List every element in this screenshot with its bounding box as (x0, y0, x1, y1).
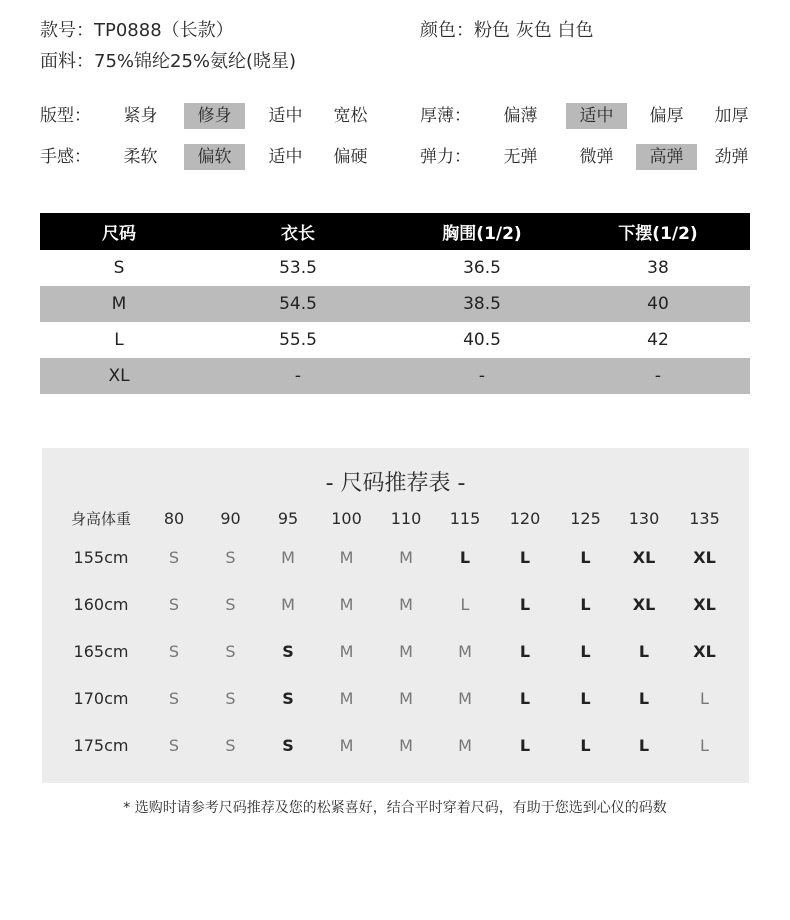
elasticity-label: 弹力： (420, 147, 471, 167)
cell-length: 53.5 (279, 258, 317, 278)
size-cell: L (580, 595, 591, 614)
header-chest: 胸围(1/2) (398, 213, 566, 250)
feel-option: 偏硬 (333, 147, 368, 167)
feel-option: 偏软 (184, 144, 245, 170)
fit-option: 适中 (268, 106, 303, 126)
size-cell: S (225, 736, 236, 755)
elasticity-option: 高弹 (636, 144, 697, 170)
cell-hem: 38 (647, 258, 669, 278)
size-cell: S (168, 689, 180, 708)
fit-option: 修身 (184, 103, 245, 129)
fit-option: 紧身 (123, 106, 158, 126)
size-table (40, 213, 750, 394)
size-cell: M (339, 689, 354, 708)
height-label: 165cm (73, 642, 129, 661)
size-cell: XL (632, 595, 656, 614)
size-cell: L (638, 642, 650, 661)
elasticity-option: 微弹 (579, 147, 614, 167)
weight-label: 100 (331, 508, 362, 528)
size-cell: M (281, 595, 295, 614)
size-cell: M (339, 548, 354, 567)
size-cell: L (519, 689, 531, 708)
size-cell: S (225, 595, 236, 614)
cell-size: S (113, 258, 125, 278)
header-length: 衣长 (198, 213, 398, 250)
size-cell: L (519, 595, 531, 614)
weight-label: 110 (390, 508, 422, 528)
height-weight-label: 身高体重 (70, 509, 131, 528)
size-cell: M (339, 595, 354, 614)
thickness-label: 厚薄： (420, 106, 471, 126)
weight-label: 130 (628, 508, 660, 528)
size-cell: L (580, 736, 591, 755)
weight-label: 120 (509, 508, 541, 528)
fit-label: 版型： (40, 106, 91, 126)
height-row (56, 675, 736, 722)
cell-hem: 40 (566, 286, 750, 322)
table-row (40, 286, 750, 322)
recommendation-table (56, 502, 736, 769)
size-cell: S (225, 689, 236, 708)
height-label: 170cm (73, 689, 129, 708)
size-cell: XL (693, 642, 716, 661)
weight-label: 95 (277, 508, 299, 528)
attr-row-2 (0, 144, 790, 170)
size-cell: L (519, 548, 531, 567)
size-cell: M (339, 642, 354, 661)
cell-size: L (114, 330, 124, 350)
size-cell: M (399, 736, 413, 755)
size-cell: XL (693, 548, 716, 567)
table-row (40, 322, 750, 358)
height-row (56, 534, 736, 581)
size-cell: M (339, 736, 354, 755)
cell-length: 54.5 (198, 286, 398, 322)
weight-label: 80 (163, 508, 185, 528)
size-cell: S (282, 736, 294, 755)
cell-chest: - (398, 358, 566, 394)
fabric-info: 面料：75%锦纶25%氨纶(晓星) (40, 51, 297, 72)
size-cell: L (580, 548, 591, 567)
height-row (56, 722, 736, 769)
size-cell: M (399, 642, 413, 661)
size-cell: L (700, 689, 709, 708)
weight-label: 135 (689, 508, 720, 528)
height-label: 155cm (73, 548, 129, 567)
height-label: 160cm (73, 595, 129, 614)
feel-option: 柔软 (123, 147, 158, 167)
table-row (40, 250, 750, 286)
cell-chest: 40.5 (463, 330, 501, 350)
size-cell: S (168, 548, 180, 567)
height-row (56, 628, 736, 675)
size-cell: S (168, 642, 180, 661)
header-hem: 下摆(1/2) (566, 213, 750, 250)
cell-size: M (40, 286, 198, 322)
size-cell: S (168, 595, 180, 614)
elasticity-option: 无弹 (503, 147, 538, 167)
size-cell: L (638, 689, 650, 708)
cell-hem: - (566, 358, 750, 394)
feel-option: 适中 (268, 147, 303, 167)
cell-length: 55.5 (279, 330, 317, 350)
size-cell: M (458, 689, 472, 708)
thickness-option: 加厚 (714, 106, 749, 126)
size-cell: M (399, 595, 413, 614)
size-cell: L (638, 736, 650, 755)
cell-hem: 42 (647, 330, 669, 350)
cell-size: XL (40, 358, 198, 394)
weight-header-row (56, 502, 736, 534)
size-cell: XL (693, 595, 716, 614)
size-table-header (40, 213, 750, 250)
size-cell: S (225, 642, 236, 661)
size-cell: L (580, 642, 591, 661)
size-cell: M (458, 736, 472, 755)
cell-length: - (198, 358, 398, 394)
weight-label: 125 (570, 508, 601, 528)
feel-label: 手感： (40, 147, 91, 167)
size-cell: M (281, 548, 295, 567)
size-cell: L (519, 642, 531, 661)
size-cell: S (168, 736, 180, 755)
thickness-option: 偏厚 (649, 106, 684, 126)
weight-label: 115 (449, 508, 481, 528)
size-cell: XL (632, 548, 656, 567)
size-recommendation-panel (42, 448, 749, 783)
elasticity-option: 劲弹 (714, 147, 749, 167)
cell-chest: 36.5 (463, 258, 501, 278)
size-cell: S (225, 548, 236, 567)
size-cell: S (282, 689, 294, 708)
size-cell: S (282, 642, 294, 661)
recommendation-title: - 尺码推荐表 - (325, 471, 466, 496)
thickness-option: 适中 (566, 103, 627, 129)
height-row (56, 581, 736, 628)
weight-label: 90 (220, 508, 241, 528)
size-cell: M (399, 689, 413, 708)
size-cell: L (459, 548, 471, 567)
fit-option: 宽松 (333, 106, 368, 126)
size-cell: L (519, 736, 531, 755)
footnote: * 选购时请参考尺码推荐及您的松紧喜好，结合平时穿着尺码，有助于您选到心仪的码数 (123, 800, 667, 816)
size-cell: M (399, 548, 413, 567)
size-cell: M (458, 642, 472, 661)
size-cell: L (460, 595, 470, 614)
size-cell: L (580, 689, 591, 708)
height-label: 175cm (73, 736, 129, 755)
size-cell: L (700, 736, 709, 755)
thickness-option: 偏薄 (503, 106, 538, 126)
color-info: 颜色：粉色 灰色 白色 (420, 20, 594, 41)
header-size: 尺码 (40, 213, 198, 250)
cell-chest: 38.5 (398, 286, 566, 322)
table-row (40, 358, 750, 394)
attr-row-1 (0, 103, 790, 129)
style-number: 款号：TP0888（长款） (40, 20, 234, 41)
